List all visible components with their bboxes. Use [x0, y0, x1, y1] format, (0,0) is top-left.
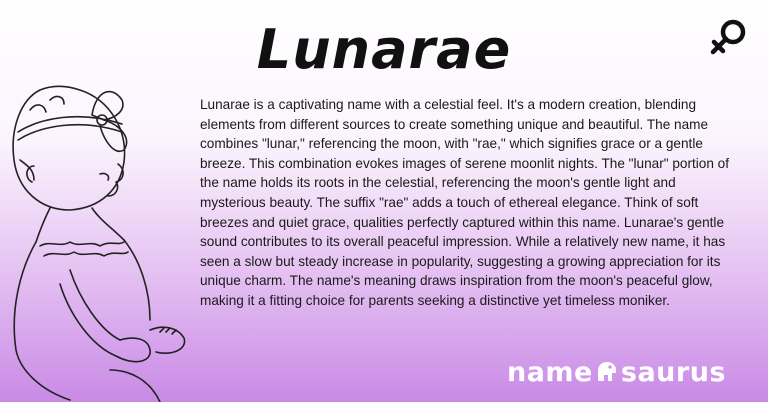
baby-illustration	[0, 70, 210, 402]
female-symbol-icon	[708, 16, 750, 58]
brand-name-part: name	[506, 357, 593, 388]
namesaurus-logo[interactable]	[507, 357, 726, 388]
name-description: Lunarae is a captivating name with a celestial feel. It's a modern creation, blending elements from different sources to create something unique and beautiful. The name combines "lunar," referencing the moon, with "rae," which signifies grace or a gentle breeze. This combination evokes images of serene moonlit nights. The "lunar" portion of the name holds its roots in the celestial, referencing the moon's gentle light and mysterious beauty. The suffix "rae" adds a touch of ethereal elegance. Think of soft breezes and quiet grace, qualities perfectly captured within this name. Lunarae's gentle sound contributes to its overall peaceful impression. While a relatively new name, it has seen a slow but steady increase in popularity, suggesting a growing appreciation for its unique charm. The name's meaning draws inspiration from the moon's peaceful glow, making it a fitting choice for parents seeking a distinctive yet timeless moniker.	[200, 97, 730, 308]
page-title: Lunarae	[256, 18, 512, 81]
dinosaur-icon	[594, 359, 620, 383]
brand-saurus-part: saurus	[620, 357, 726, 388]
